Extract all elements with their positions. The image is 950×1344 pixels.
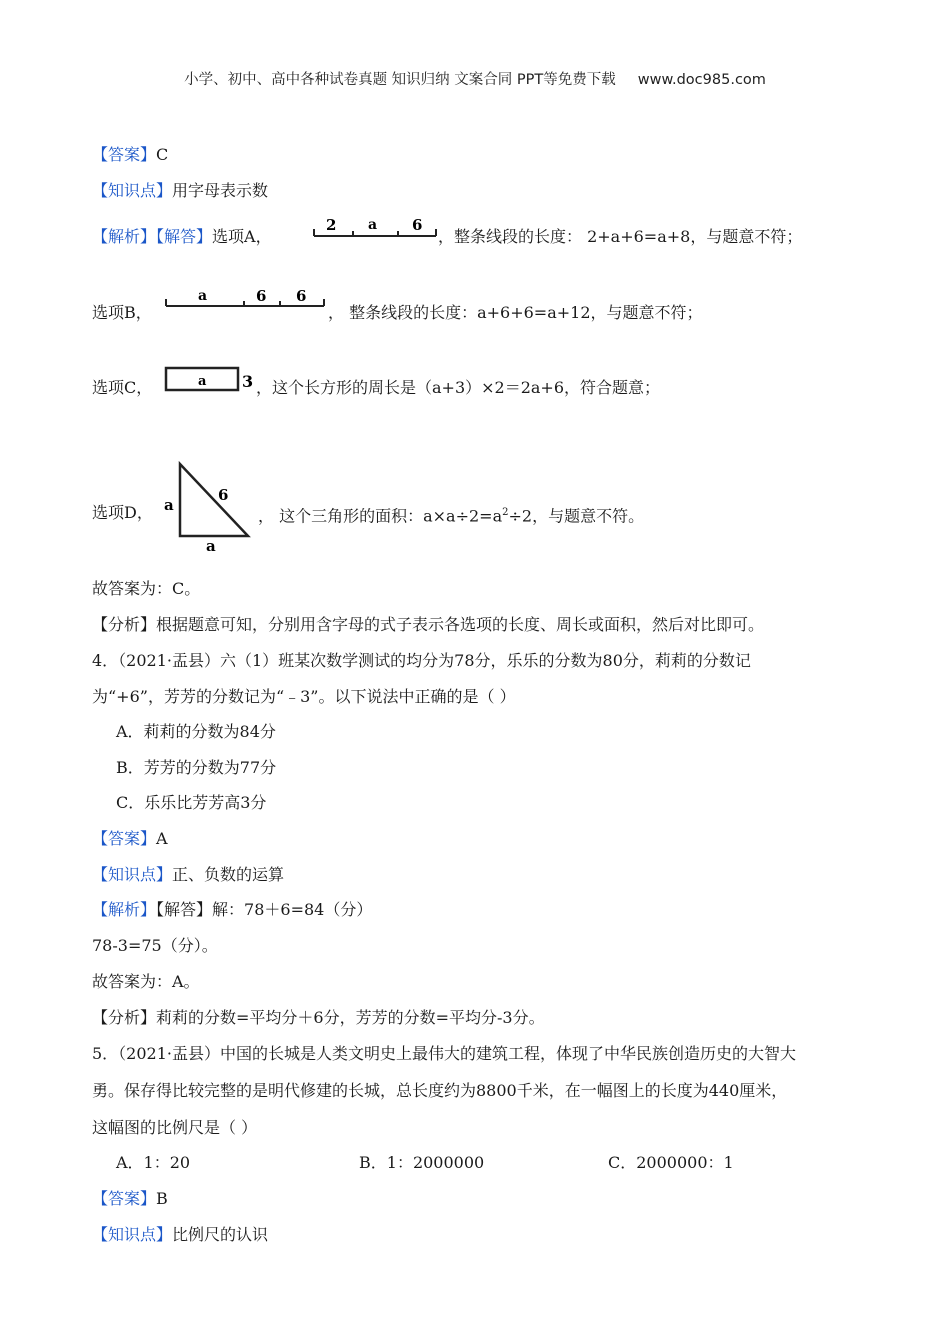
q3-answer: C [156, 145, 169, 164]
q3-optB-label: 选项B， [92, 303, 152, 322]
q3-knowledge-line [92, 180, 268, 202]
q5-option-b: B．1：2000000 [359, 1153, 485, 1172]
tri-label-a-left: a [164, 496, 174, 514]
q4-answer: A [156, 829, 168, 848]
triangle-shape [180, 464, 248, 536]
fenxi-tag: 【分析】 [92, 615, 157, 634]
q4-option-c: C．乐乐比芳芳高3分 [116, 793, 267, 812]
q4-knowledge-line [92, 864, 284, 886]
q5-option-a: A．1：20 [116, 1153, 191, 1172]
q3-optD-post: ÷2，与题意不符。 [508, 506, 645, 526]
q4-analysis-line [92, 1007, 545, 1029]
analysis-tag: 【解析】 [92, 227, 157, 246]
page-header [0, 68, 950, 89]
q5-line3: 这幅图的比例尺是（ ） [92, 1118, 258, 1137]
q3-optD-pre: ， 这个三角形的面积：a×a÷2=a [258, 506, 503, 526]
header-text: 小学、初中、高中各种试卷真题 知识归纳 文案合同 PPT等免费下载 [184, 72, 616, 88]
q4-solve-line [92, 899, 372, 921]
q4-calc2: 78-3=75（分）。 [92, 936, 218, 955]
triangle-figure [160, 458, 258, 554]
q3-knowledge: 用字母表示数 [172, 181, 269, 200]
q3-optC-text: ，这个长方形的周长是（a+3）×2＝2a+6，符合题意； [256, 378, 661, 397]
q4-knowledge: 正、负数的运算 [172, 865, 285, 884]
seg-label-6: 6 [296, 287, 307, 305]
q3-optD-text [258, 502, 644, 527]
q5-answer: B [156, 1189, 168, 1208]
q4-option-b: B．芳芳的分数为77分 [116, 758, 277, 777]
q5-line1: 5．（2021·盂县）中国的长城是人类文明史上最伟大的建筑工程，体现了中华民族创造历史的大智大 [92, 1044, 796, 1063]
fenxi-tag: 【分析】 [92, 1008, 157, 1027]
q3-answer-line [92, 144, 168, 166]
q5-option-c: C．2000000：1 [608, 1153, 734, 1172]
q3-optD-sup: 2 [502, 507, 509, 518]
q5-line2: 勇。保存得比较完整的是明代修建的长城，总长度约为8800千米，在一幅图上的长度为440厘米， [92, 1081, 788, 1100]
q4-conclusion: 故答案为：A。 [92, 972, 200, 991]
knowledge-tag: 【知识点】 [92, 181, 173, 200]
q3-analysis-line [92, 614, 764, 636]
seg-label-6: 6 [412, 216, 423, 234]
answer-tag: 【答案】 [92, 145, 157, 164]
q4-solve: 解：78＋6=84（分） [212, 900, 373, 919]
analysis-tag: 【解析】 [92, 900, 157, 919]
seg-label-a: a [198, 288, 208, 304]
rectangle-figure [160, 362, 256, 396]
seg-label-2: 2 [326, 216, 337, 234]
rect-label-a: a [198, 374, 207, 389]
q4-line2: 为“+6”，芳芳的分数记为“﹣3”。以下说法中正确的是（ ） [92, 687, 516, 706]
q3-optA-label: 选项A， [212, 227, 272, 246]
knowledge-tag: 【知识点】 [92, 865, 173, 884]
solve-tag: 【解答】 [156, 900, 213, 919]
q3-optD-label: 选项D， [92, 503, 153, 522]
q4-option-a: A．莉莉的分数为84分 [116, 722, 276, 741]
answer-tag: 【答案】 [92, 829, 157, 848]
solve-tag: 【解答】 [156, 227, 213, 246]
rect-label-3: 3 [242, 372, 254, 391]
header-site: www.doc985.com [637, 72, 766, 88]
knowledge-tag: 【知识点】 [92, 1225, 173, 1244]
q3-optB-text: ， 整条线段的长度：a+6+6=a+12，与题意不符； [328, 303, 703, 322]
segment-figure-b [160, 284, 328, 314]
segment-figure-a [310, 212, 440, 244]
q3-analysis: 根据题意可知，分别用含字母的式子表示各选项的长度、周长或面积，然后对比即可。 [156, 615, 765, 634]
q4-answer-line [92, 828, 168, 850]
q3-optA-line [92, 226, 272, 248]
q4-analysis: 莉莉的分数=平均分＋6分，芳芳的分数=平均分-3分。 [156, 1008, 545, 1027]
q4-line1: 4．（2021·盂县）六（1）班某次数学测试的均分为78分，乐乐的分数为80分，莉莉的分数记 [92, 651, 751, 670]
seg-label-6: 6 [256, 287, 267, 305]
tri-label-6: 6 [218, 486, 229, 504]
q5-answer-line [92, 1188, 168, 1210]
answer-tag: 【答案】 [92, 1189, 157, 1208]
q3-optA-text: ，整条线段的长度： 2+a+6=a+8，与题意不符； [438, 227, 803, 246]
q3-conclusion: 故答案为：C。 [92, 579, 201, 598]
q5-knowledge: 比例尺的认识 [172, 1225, 269, 1244]
seg-label-a: a [368, 217, 378, 233]
q3-optC-label: 选项C， [92, 378, 153, 397]
q5-knowledge-line [92, 1224, 268, 1246]
tri-label-a-bottom: a [206, 537, 216, 554]
